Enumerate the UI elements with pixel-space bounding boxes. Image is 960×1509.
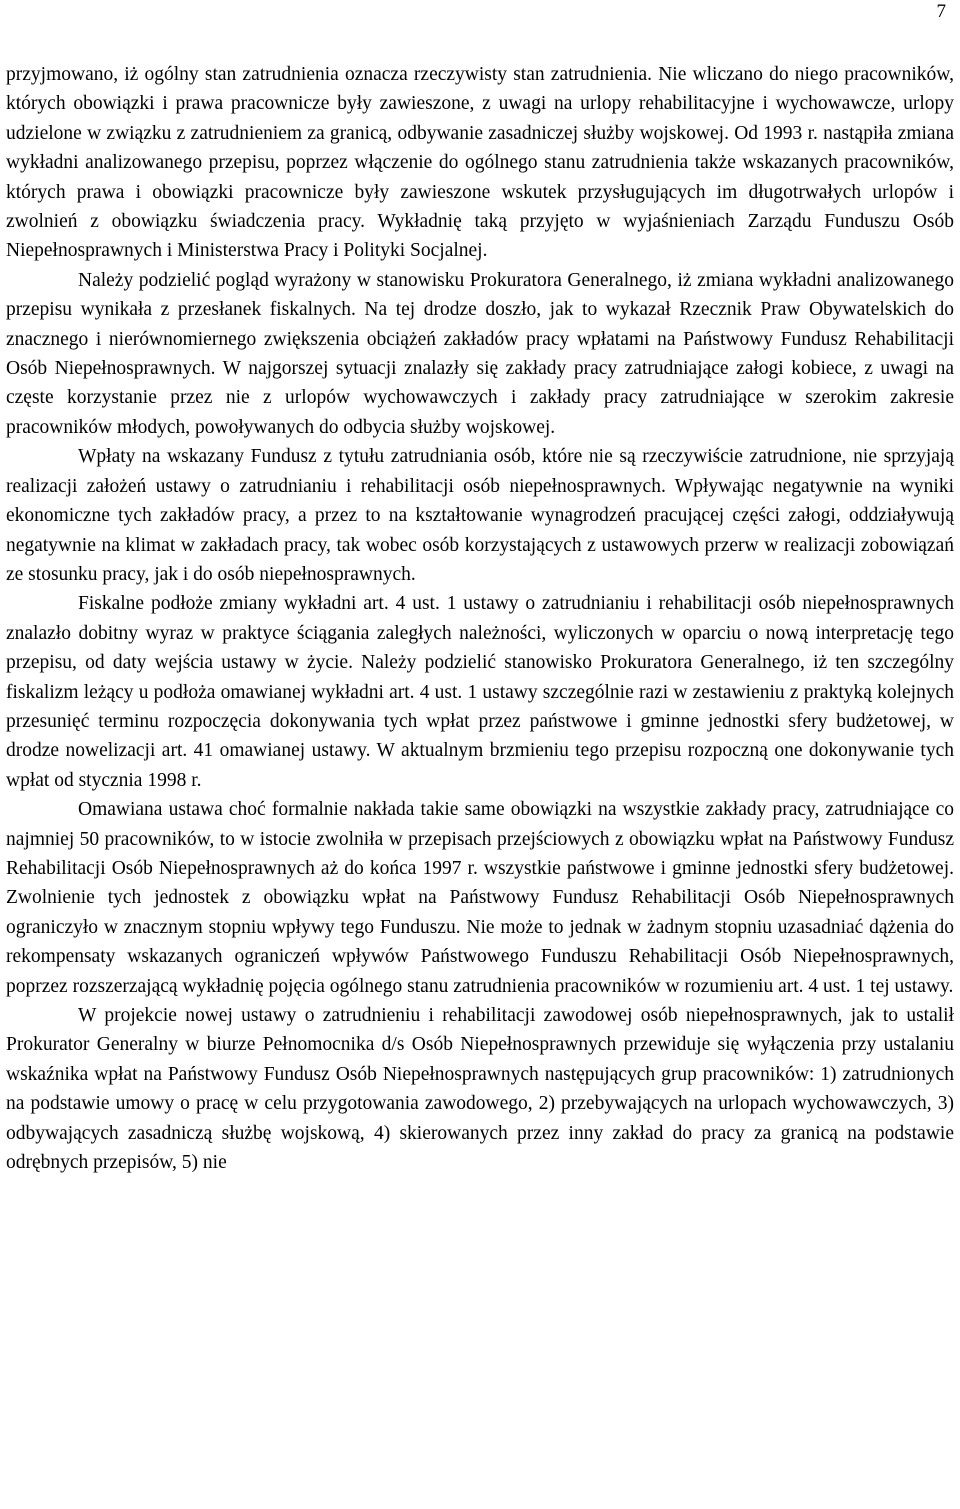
paragraph: Fiskalne podłoże zmiany wykładni art. 4 ust. 1 ustawy o zatrudnianiu i rehabilitacji osób niepełnosprawnych znalazło dobitny wyraz w praktyce ściągania zaległych należności, wyliczonych w oparciu o nową interpretację tego przepisu, od daty wejścia ustawy w życie. Należy podzielić stanowisko Prokuratora Generalnego, iż ten szczególny fiskalizm leżący u podłoża omawianej wykładni art. 4 ust. 1 ustawy szczególnie razi w zestawieniu z praktyką kolejnych przesunięć terminu rozpoczęcia dokonywania tych wpłat przez państwowe i gminne jednostki sfery budżetowej, w drodze nowelizacji art. 41 omawianej ustawy. W aktualnym brzmieniu tego przepisu rozpoczną one dokonywanie tych wpłat od stycznia 1998 r. [6, 593, 954, 791]
paragraph: W projekcie nowej ustawy o zatrudnieniu i rehabilitacji zawodowej osób niepełnosprawnych, jak to ustalił Prokurator Generalny w biurze Pełnomocnika d/s Osób Niepełnosprawnych przewiduje się wyłączenia przy ustalaniu wskaźnika wpłat na Państwowy Fundusz Osób Niepełnosprawnych następujących grup pracowników: 1) zatrudnionych na podstawie umowy o pracę w celu przygotowania zawodowego, 2) przebywających na urlopach wychowawczych, 3) odbywających zasadniczą służbę wojskową, 4) skierowanych przez inny zakład do pracy za granicą na podstawie odrębnych przepisów, 5) nie [6, 1005, 954, 1174]
document-body [6, 60, 954, 1177]
page-number: 7 [936, 1, 946, 22]
paragraph: przyjmowano, iż ogólny stan zatrudnienia oznacza rzeczywisty stan zatrudnienia. Nie wliczano do niego pracowników, których obowiązki i prawa pracownicze były zawieszone, z uwagi na urlopy rehabilitacyjne i wychowawcze, urlopy udzielone w związku z zatrudnieniem za granicą, odbywanie zasadniczej służby wojskowej. Od 1993 r. nastąpiła zmiana wykładni analizowanego przepisu, poprzez włączenie do ogólnego stanu zatrudnienia także wskazanych pracowników, których prawa i obowiązki pracownicze były zawieszone wskutek przysługujących im długotrwałych urlopów i zwolnień z obowiązku świadczenia pracy. Wykładnię taką przyjęto w wyjaśnieniach Zarządu Funduszu Osób Niepełnosprawnych i Ministerstwa Pracy i Polityki Socjalnej. [6, 64, 954, 262]
paragraph: Omawiana ustawa choć formalnie nakłada takie same obowiązki na wszystkie zakłady pracy, zatrudniające co najmniej 50 pracowników, to w istocie zwolniła w przepisach przejściowych z obowiązku wpłat na Państwowy Fundusz Rehabilitacji Osób Niepełnosprawnych aż do końca 1997 r. wszystkie państwowe i gminne jednostki sfery budżetowej. Zwolnienie tych jednostek z obowiązku wpłat na Państwowy Fundusz Rehabilitacji Osób Niepełnosprawnych ograniczyło w znacznym stopniu wpływy tego Funduszu. Nie może to jednak w żadnym stopniu uzasadniać dążenia do rekompensaty wskazanych ograniczeń wpływów Państwowego Funduszu Rehabilitacji Osób Niepełnosprawnych, poprzez rozszerzającą wykładnię pojęcia ogólnego stanu zatrudnienia pracowników w rozumieniu art. 4 ust. 1 tej ustawy. [6, 799, 954, 997]
paragraph: Wpłaty na wskazany Fundusz z tytułu zatrudniania osób, które nie są rzeczywiście zatrudnione, nie sprzyjają realizacji założeń ustawy o zatrudnianiu i rehabilitacji osób niepełnosprawnych. Wpływając negatywnie na wyniki ekonomiczne tych zakładów pracy, a przez to na kształtowanie wynagrodzeń pracującej części załogi, oddziaływują negatywnie na klimat w zakładach pracy, tak wobec osób korzystających z ustawowych przerw w realizacji zobowiązań ze stosunku pracy, jak i do osób niepełnosprawnych. [6, 446, 954, 585]
paragraph: Należy podzielić pogląd wyrażony w stanowisku Prokuratora Generalnego, iż zmiana wykładni analizowanego przepisu wynikała z przesłanek fiskalnych. Na tej drodze doszło, jak to wykazał Rzecznik Praw Obywatelskich do znacznego i nierównomiernego zwiększenia obciążeń zakładów pracy wpłatami na Państwowy Fundusz Rehabilitacji Osób Niepełnosprawnych. W najgorszej sytuacji znalazły się zakłady pracy zatrudniające załogi kobiece, z uwagi na częste korzystanie przez nie z urlopów wychowawczych i zakłady pracy zatrudniające w szerokim zakresie pracowników młodych, powoływanych do odbycia służby wojskowej. [6, 269, 954, 438]
